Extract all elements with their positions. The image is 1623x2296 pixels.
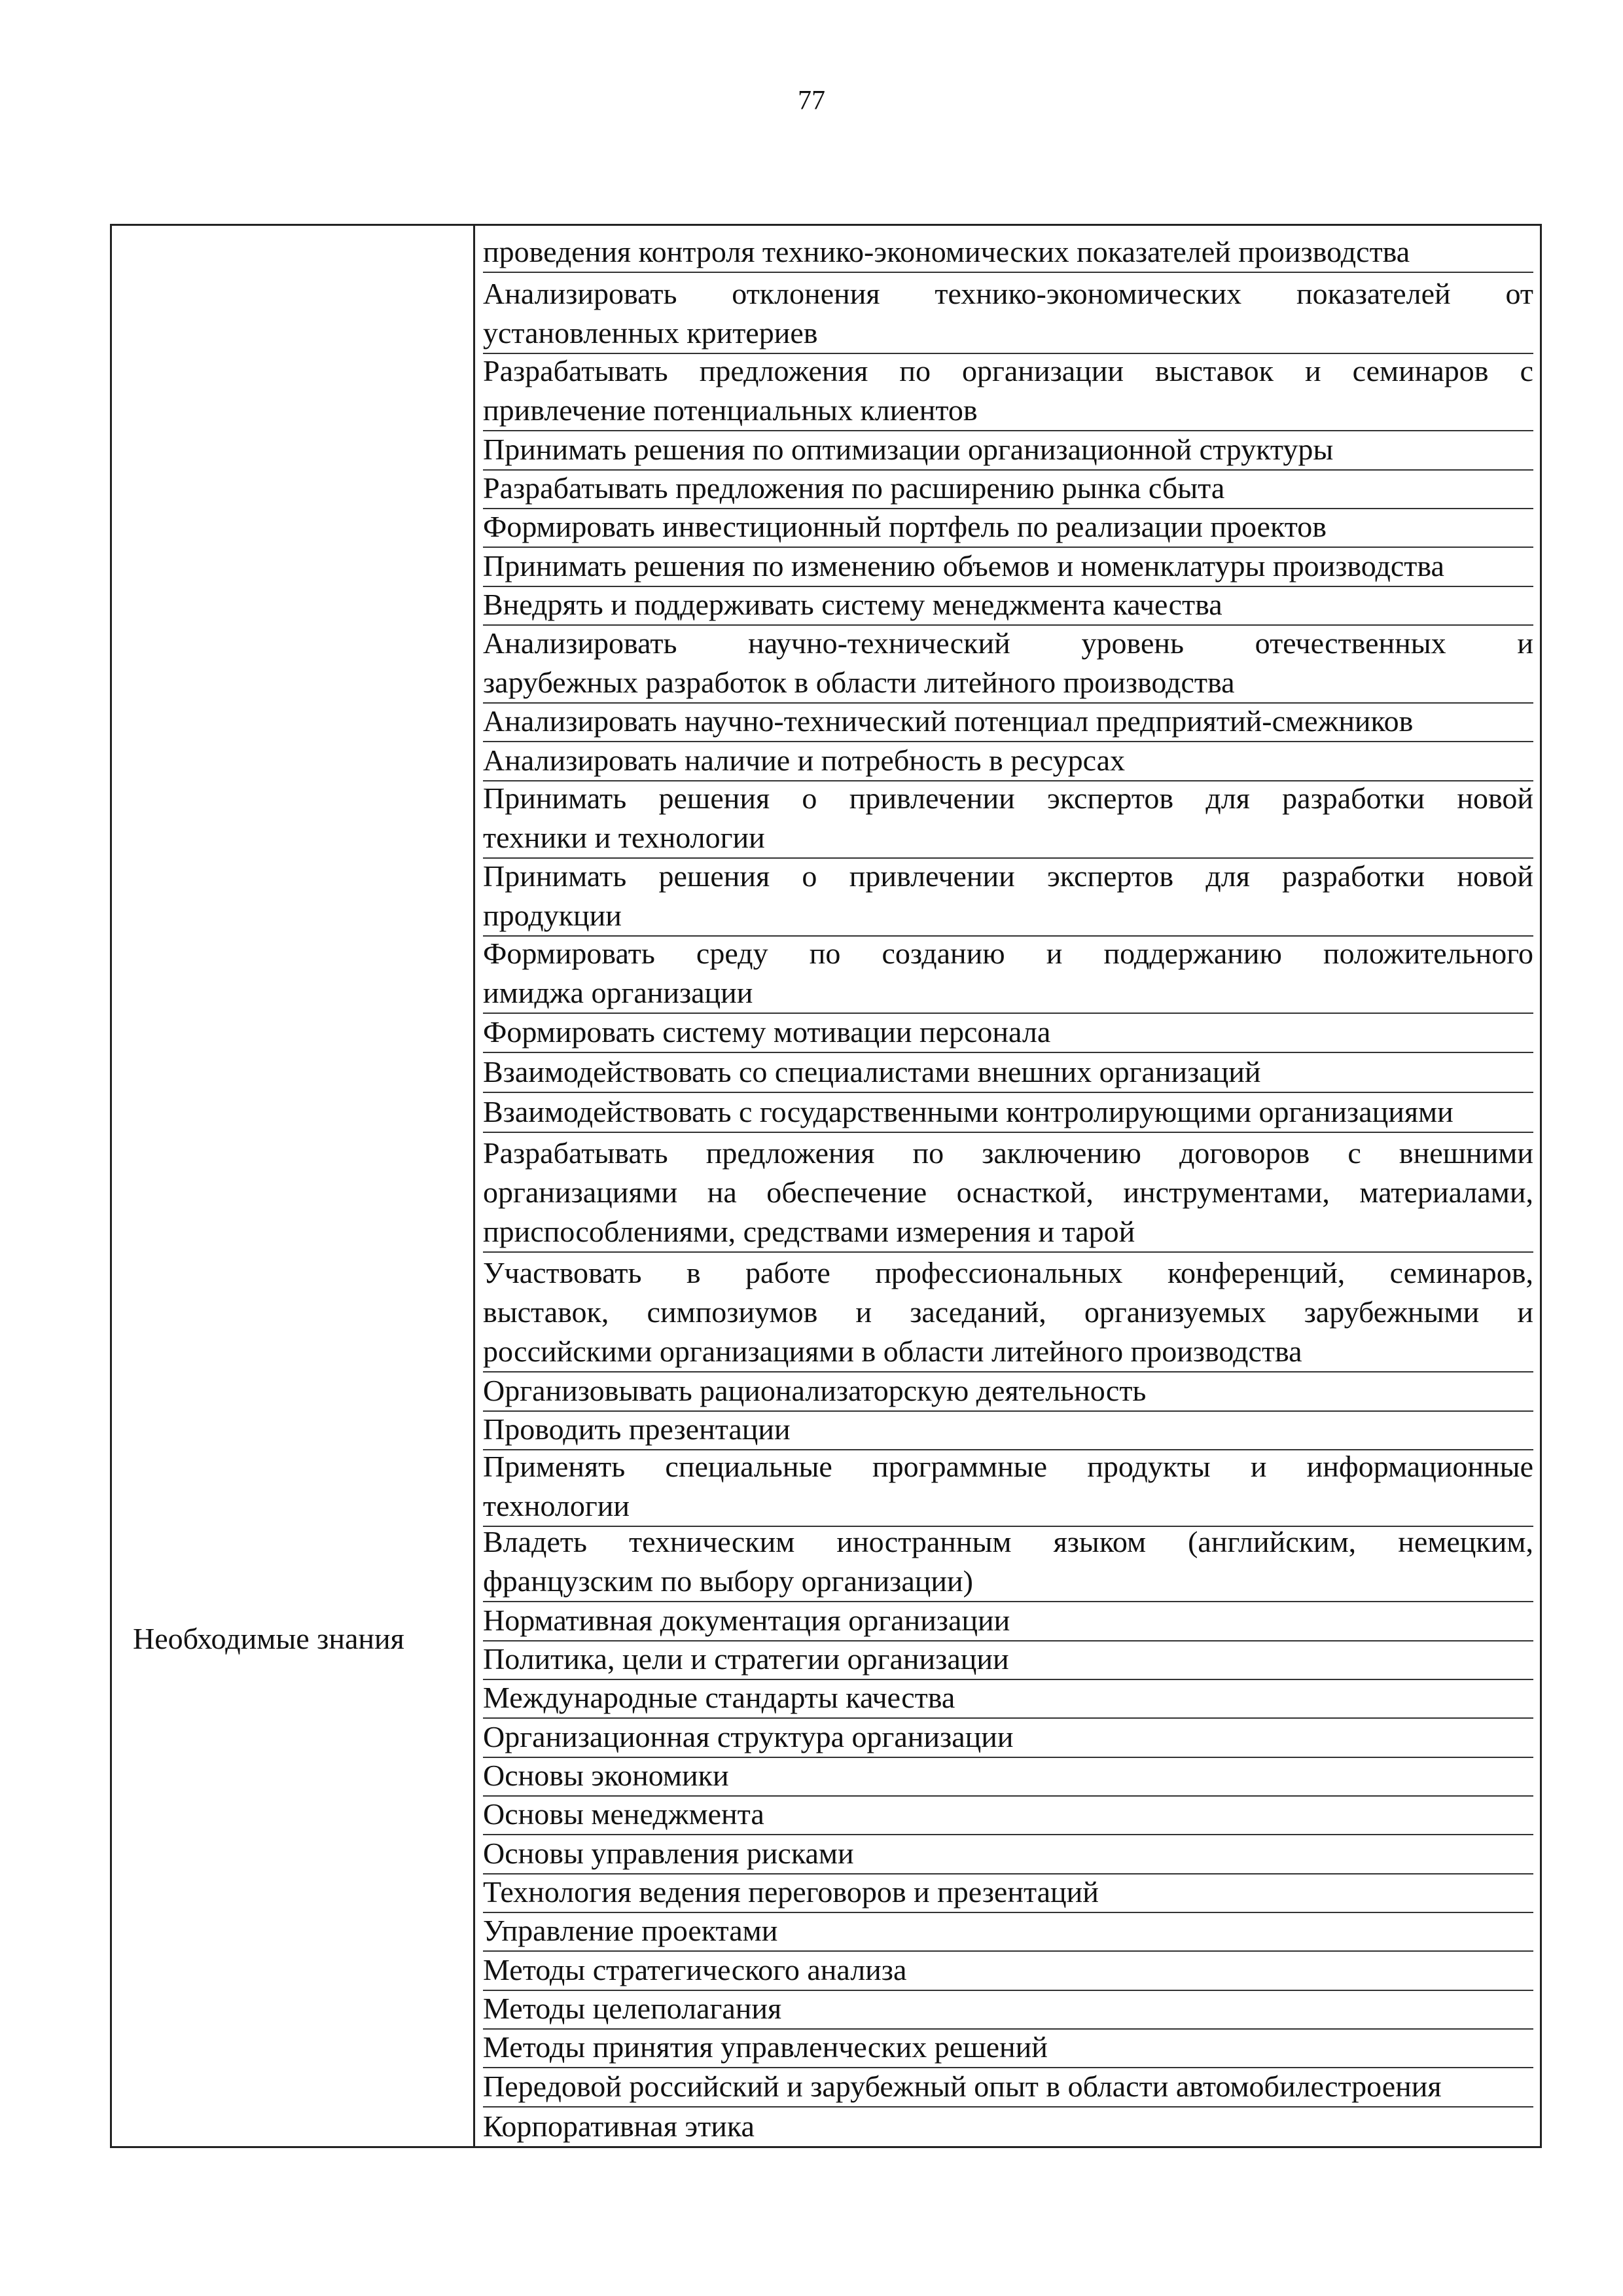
row-text-line: Корпоративная этика (483, 2109, 755, 2144)
table-row (483, 937, 1533, 1014)
table-row (483, 1680, 1533, 1719)
table-row (483, 548, 1533, 586)
row-text-line: российскими организациями в области литейного производства (483, 1335, 1302, 1369)
row-text-line: Анализировать наличие и потребность в ресурсах (483, 743, 1125, 777)
row-text-line: выставок, симпозиумов и заседаний, организуемых зарубежными и (483, 1295, 1533, 1329)
table-row (483, 1014, 1533, 1052)
section-label-knowledge: Необходимые знания (133, 1622, 404, 1655)
table-row (483, 273, 1533, 354)
row-text-line: Владеть техническим иностранным языком (английским, немецким, (483, 1526, 1533, 1559)
row-text-line: Методы стратегического анализа (483, 1952, 907, 1986)
table-row (483, 2108, 1533, 2146)
row-text-line: организациями на обеспечение оснасткой, инструментами, материалами, (483, 1175, 1533, 1210)
table-row (483, 1874, 1533, 1913)
table-row (483, 1133, 1533, 1253)
table-row (483, 1053, 1533, 1093)
row-text-line: Анализировать научно-технический потенциал предприятий-смежников (483, 704, 1414, 738)
row-text-line: Формировать систему мотивации персонала (483, 1014, 1051, 1049)
table-row (483, 1372, 1533, 1411)
row-text-line: техники и технологии (483, 821, 765, 855)
row-text-line: Принимать решения по оптимизации организационной структуры (483, 432, 1334, 466)
table-row (483, 1952, 1533, 1990)
table-row (483, 1913, 1533, 1952)
row-text-line: Основы управления рисками (483, 1836, 854, 1870)
row-text-line: Разрабатывать предложения по заключению договоров с внешними (483, 1136, 1533, 1170)
table-row (483, 587, 1533, 626)
row-text-line: Методы принятия управленческих решений (483, 2030, 1048, 2064)
row-text-line: Применять специальные программные продукты и информационные (483, 1450, 1533, 1483)
row-text-line: Взаимодействовать со специалистами внешних организаций (483, 1055, 1261, 1089)
table-row (483, 1991, 1533, 2030)
row-text-line: Технология ведения переговоров и презентаций (483, 1875, 1099, 1909)
row-text-line: Методы целеполагания (483, 1992, 782, 2026)
table-row (483, 1412, 1533, 1450)
table-row (483, 781, 1533, 859)
table-row (483, 431, 1533, 470)
row-text-line: проведения контроля технико-экономических показателей производства (483, 235, 1410, 269)
row-text-line: Анализировать отклонения технико-экономических показателей от (483, 276, 1533, 310)
table-row (483, 1797, 1533, 1835)
row-text-line: установленных критериев (483, 315, 818, 350)
table-row (483, 1602, 1533, 1641)
table-row (483, 354, 1533, 432)
table-row (483, 1253, 1533, 1372)
table-row (483, 704, 1533, 742)
row-text-line: Участвовать в работе профессиональных конференций, семинаров, (483, 1256, 1533, 1290)
table-row (483, 626, 1533, 704)
row-text-line: Передовой российский и зарубежный опыт в области автомобилестроения (483, 2069, 1442, 2103)
row-text-line: Формировать инвестиционный портфель по реализации проектов (483, 510, 1327, 544)
row-text-line: Принимать решения по изменению объемов и номенклатуры производства (483, 548, 1444, 583)
row-text-line: Основы менеджмента (483, 1797, 764, 1831)
row-text-line: Анализировать научно-технический уровень отечественных и (483, 626, 1533, 660)
table-row (483, 1758, 1533, 1797)
table-row (483, 1093, 1533, 1133)
table-row (483, 509, 1533, 548)
table-row (483, 2068, 1533, 2107)
row-text-line: Разрабатывать предложения по расширению рынка сбыта (483, 471, 1225, 505)
row-text-line: Принимать решения о привлечении экспертов для разработки новой (483, 859, 1533, 893)
row-text-line: приспособлениями, средствами измерения и тарой (483, 1215, 1135, 1249)
row-text-line: зарубежных разработок в области литейного производства (483, 665, 1235, 699)
row-text-line: имиджа организации (483, 976, 753, 1010)
table-row (483, 2030, 1533, 2068)
category-column (112, 226, 475, 2146)
competency-table (110, 224, 1542, 2148)
row-text-line: Основы экономики (483, 1759, 729, 1793)
page-number: 77 (798, 86, 825, 116)
row-text-line: Управление проектами (483, 1914, 778, 1948)
table-row (483, 1641, 1533, 1680)
row-text-line: французским по выбору организации) (483, 1564, 973, 1598)
row-text-line: Организационная структура организации (483, 1719, 1014, 1753)
table-row (483, 1450, 1533, 1527)
row-text-line: Внедрять и поддерживать систему менеджмента качества (483, 588, 1222, 622)
row-text-line: Формировать среду по созданию и поддержанию положительного (483, 937, 1533, 971)
row-text-line: Международные стандарты качества (483, 1681, 955, 1715)
row-text-line: Политика, цели и стратегии организации (483, 1641, 1009, 1676)
row-text-line: Нормативная документация организации (483, 1603, 1010, 1637)
row-text-line: Проводить презентации (483, 1412, 791, 1446)
table-row (483, 471, 1533, 509)
row-text-line: Разрабатывать предложения по организации выставок и семинаров с (483, 354, 1533, 388)
table-row (483, 226, 1533, 273)
row-text-line: Взаимодействовать с государственными контролирующими организациями (483, 1095, 1454, 1129)
table-row (483, 1527, 1533, 1603)
row-text-line: продукции (483, 898, 622, 932)
table-row (483, 1719, 1533, 1757)
row-text-line: технологии (483, 1488, 630, 1522)
table-row (483, 1835, 1533, 1874)
items-column (475, 226, 1540, 2146)
table-row (483, 742, 1533, 781)
row-text-line: Принимать решения о привлечении экспертов для разработки новой (483, 781, 1533, 816)
table-row (483, 859, 1533, 937)
row-text-line: привлечение потенциальных клиентов (483, 393, 978, 427)
row-text-line: Организовывать рационализаторскую деятельность (483, 1373, 1147, 1407)
